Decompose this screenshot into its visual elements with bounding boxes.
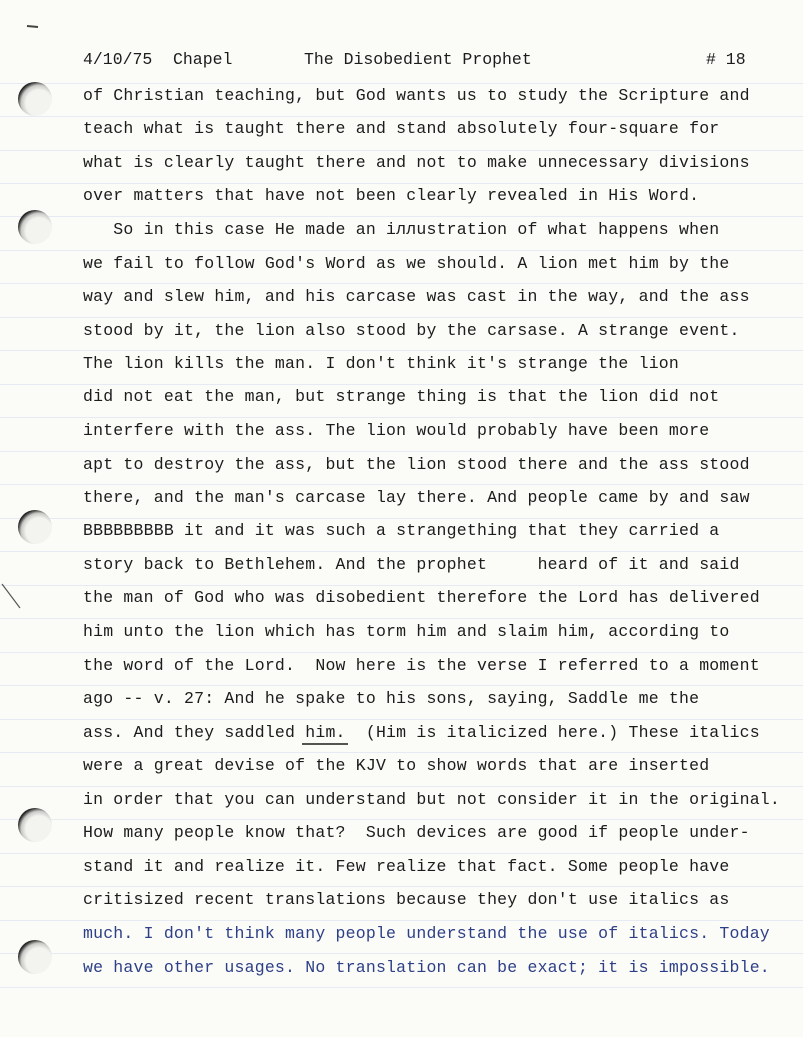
binder-hole-3 [18, 510, 52, 544]
text-line: How many people know that? Such devices are good if people under- [83, 823, 750, 842]
text-line: what is clearly taught there and not to make unnecessary divisions [83, 153, 750, 172]
header-title: The Disobedient Prophet [304, 50, 532, 69]
text-line: BBBBBBBBB it and it was such a strangething that they carried a [83, 521, 720, 540]
underline-him [301, 742, 351, 746]
text-line: stand it and realize it. Few realize that fact. Some people have [83, 857, 730, 876]
text-line: the man of God who was disobedient therefore the Lord has delivered [83, 588, 760, 607]
text-line: the word of the Lord. Now here is the verse I referred to a moment [83, 656, 760, 675]
text-line: in order that you can understand but not consider it in the original. [83, 790, 781, 809]
binder-hole-5 [18, 940, 52, 974]
binder-hole-4 [18, 808, 52, 842]
text-line: teach what is taught there and stand absolutely four-square for [83, 119, 720, 138]
text-line: over matters that have not been clearly revealed in His Word. [83, 186, 700, 205]
binder-hole-2 [18, 210, 52, 244]
text-line: ass. And they saddled him. (Him is italicized here.) These italics [83, 723, 760, 742]
binder-hole-1 [18, 82, 52, 116]
text-line: we fail to follow God's Word as we should. A lion met him by the [83, 254, 730, 273]
text-line: ago -- v. 27: And he spake to his sons, saying, Saddle me the [83, 689, 700, 708]
corner-mark [26, 22, 40, 30]
text-line: him unto the lion which has torm him and slaim him, according to [83, 622, 730, 641]
text-line: So in this case He made an iллustration of what happens when [83, 220, 720, 239]
text-line: there, and the man's carcase lay there. And people came by and saw [83, 488, 750, 507]
text-line: critisized recent translations because they don't use italics as [83, 890, 730, 909]
text-line: did not eat the man, but strange thing is that the lion did not [83, 387, 720, 406]
text-line: The lion kills the man. I don't think it's strange the lion [83, 354, 679, 373]
page-number: # 18 [706, 50, 746, 69]
text-line: interfere with the ass. The lion would probably have been more [83, 421, 710, 440]
page-header [83, 50, 753, 72]
text-line: were a great devise of the KJV to show words that are inserted [83, 756, 710, 775]
text-line: story back to Bethlehem. And the prophet heard of it and said [83, 555, 740, 574]
text-line: apt to destroy the ass, but the lion stood there and the ass stood [83, 455, 750, 474]
text-line: stood by it, the lion also stood by the carsase. A strange event. [83, 321, 740, 340]
text-line: way and slew him, and his carcase was cast in the way, and the ass [83, 287, 750, 306]
header-date: 4/10/75 [83, 50, 153, 69]
header-venue: Chapel [173, 50, 233, 69]
margin-mark [0, 582, 22, 610]
text-line: much. I don't think many people understand the use of italics. Today [83, 924, 770, 943]
text-line: we have other usages. No translation can be exact; it is impossible. [83, 958, 770, 977]
text-line: of Christian teaching, but God wants us to study the Scripture and [83, 86, 750, 105]
